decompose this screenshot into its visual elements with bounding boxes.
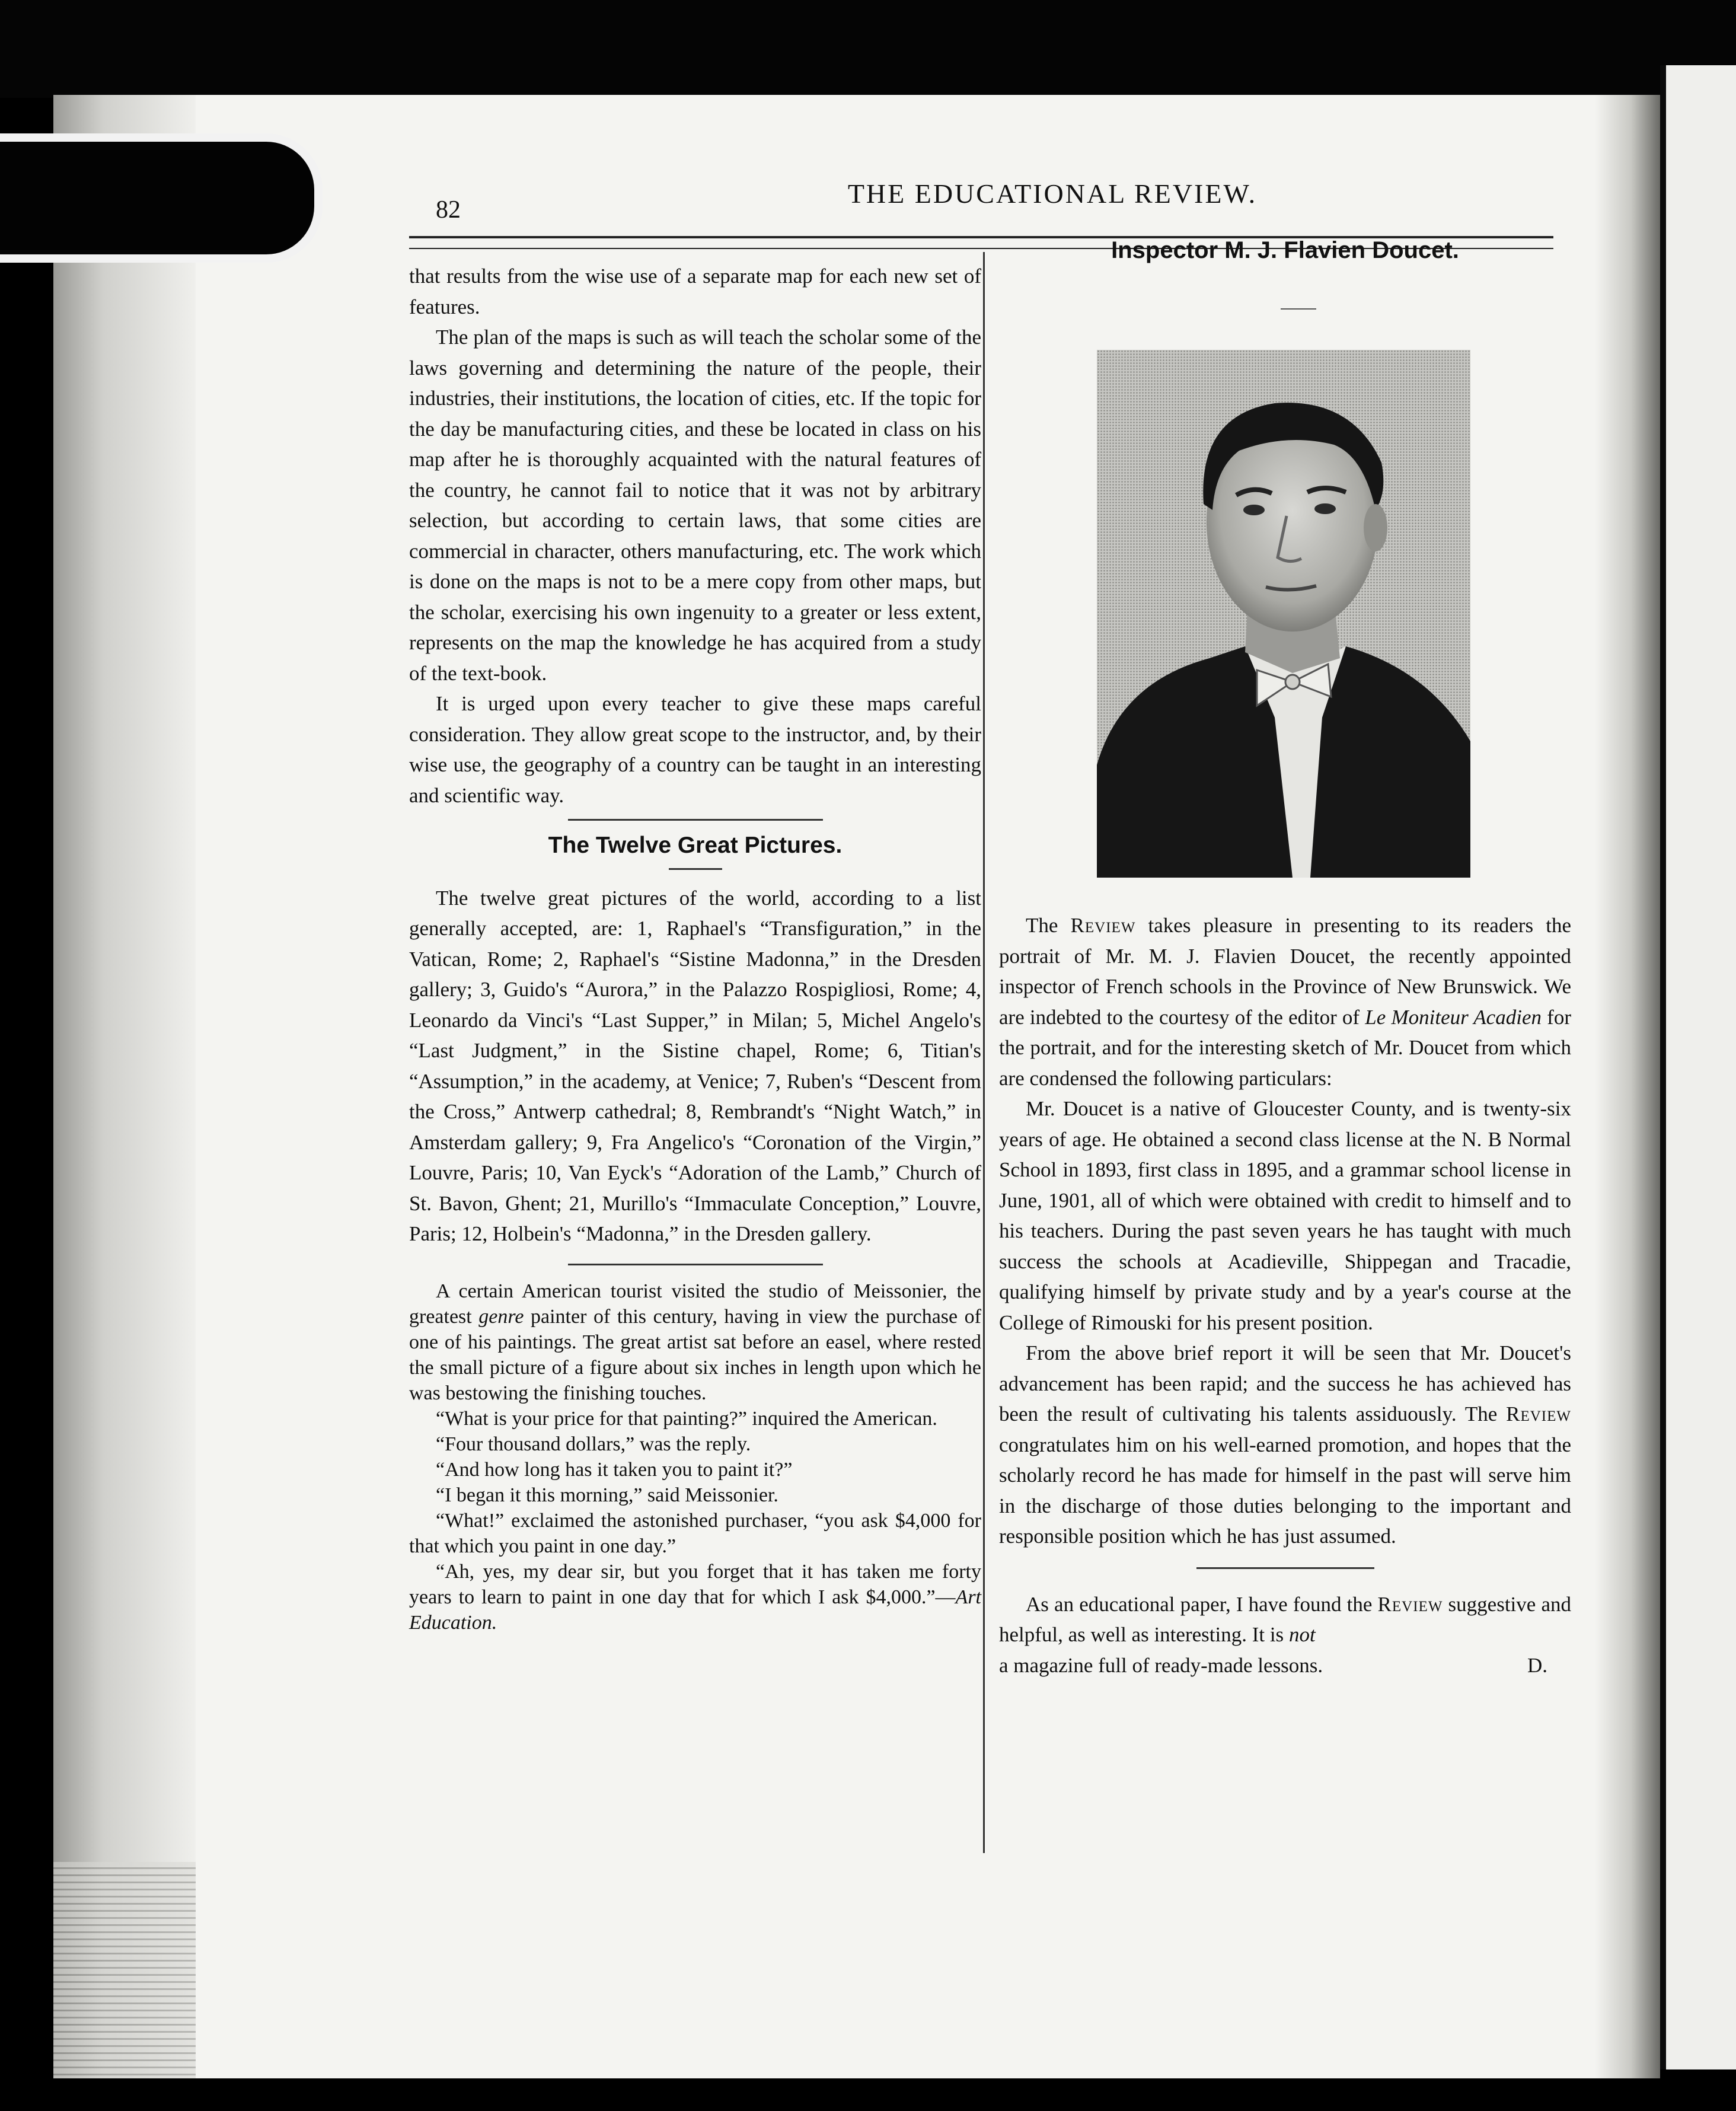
maps-paragraph-1: that results from the wise use of a separate map for each new set of features.: [409, 264, 981, 318]
page-stack-edges: [53, 1862, 196, 2078]
anecdote-line: “What!” exclaimed the astonished purchaser, “you ask $4,000 for that which you paint in one day.”: [409, 1509, 981, 1557]
signature: D.: [1527, 1653, 1547, 1677]
title-dash: [1281, 308, 1316, 310]
pictures-title: The Twelve Great Pictures.: [548, 833, 843, 858]
anecdote-line: “I began it this morning,” said Meissonier.: [436, 1484, 778, 1506]
section-divider: [568, 819, 823, 821]
binder-clip: [0, 133, 323, 263]
review-word: Review: [1070, 914, 1136, 937]
testimonial: As an educational paper, I have found the Review suggestive and helpful, as well as interesting. It is not: [999, 1592, 1571, 1646]
page-number: 82: [436, 196, 461, 224]
right-column: [999, 910, 1571, 1680]
anecdote-line: “Four thousand dollars,” was the reply.: [436, 1433, 751, 1455]
anecdote-source: Art Education.: [409, 1586, 981, 1634]
next-page-edge: [1660, 65, 1736, 2069]
section-divider: [1196, 1567, 1374, 1569]
section-divider: [568, 1264, 823, 1265]
testimonial-last-line: [999, 1650, 1571, 1681]
not-word: not: [1288, 1623, 1316, 1646]
review-word: Review: [1377, 1592, 1443, 1616]
anecdote-intro: A certain American tourist visited the studio of Meissonier, the greatest genre painter of this century, having in view the purchase of one of his paintings. The great artist sat before an easel, where rested the small picture of a figure about six inches in length upon which he was bestowing the finishing touches.: [409, 1280, 981, 1404]
maps-paragraph-2: The plan of the maps is such as will teach the scholar some of the laws governing and determining the nature of the people, their industries, their institutions, the location of cities, etc. If the topic for the day be manufacturing cities, and these be located in class on his map after he is thoroughly acquainted with the natural features of the country, he cannot fail to notice that it was not by arbitrary selection, but according to certain laws, that some cities are commercial in character, others manufacturing, etc. The work which is done on the maps is not to be a mere copy from other maps, but the scholar, exercising his own ingenuity to a greater or less extent, represents on the map the knowledge he has acquired from a study of the text-book.: [409, 326, 981, 685]
anecdote-block: [409, 1278, 981, 1635]
page-binding-shadow: [53, 95, 196, 2078]
left-column: [409, 261, 981, 1635]
doucet-paragraph-3: From the above brief report it will be seen that Mr. Doucet's advancement has been rapid; and the success he has achieved has been the result of cultivating his talents assiduously. The Review congratulates him on his well-earned promotion, and hopes that the scholarly record he has made for himself in the past will serve him in the discharge of those duties belonging to the important and responsible position which he has just assumed.: [999, 1341, 1571, 1548]
anecdote-last-line: “Ah, yes, my dear sir, but you forget that it has taken me forty years to learn to paint in one day that for which I ask $4,000.”—Art Education.: [409, 1560, 981, 1634]
testimonial-end: a magazine full of ready-made lessons.: [999, 1653, 1323, 1677]
title-underline: [669, 868, 722, 870]
moniteur-title: Le Moniteur Acadien: [1365, 1005, 1542, 1029]
anecdote-line: “What is your price for that painting?” inquired the American.: [436, 1407, 937, 1430]
scanner-frame-top: [0, 0, 1736, 98]
doucet-title: Inspector M. J. Flavien Doucet.: [1111, 237, 1459, 263]
page-fold-shadow: [1595, 95, 1660, 2078]
journal-title: THE EDUCATIONAL REVIEW.: [847, 178, 1258, 209]
portrait-figure: [1097, 350, 1470, 878]
pictures-paragraph: The twelve great pictures of the world, according to a list generally accepted, are: 1, Raphael's “Transfiguration,” in the Vatican, Rome; 2, Raphael's “Sistine Madonna,” in the Dresden gallery; 3, Guido's “Aurora,” in the Palazzo Rospigliosi, Rome; 4, Leonardo da Vinci's “Last Supper,” in Milan; 5, Michel Angelo's “Last Judgment,” in the Sistine chapel, Rome; 6, Titian's “Assumption,” in the academy, at Venice; 7, Ruben's “Descent from the Cross,” Antwerp cathedral; 8, Rembrandt's “Night Watch,” in Amsterdam gallery; 9, Fra Angelico's “Coronation of the Virgin,” Louvre, Paris; 10, Van Eyck's “Adoration of the Lamb,” Church of St. Bavon, Ghent; 21, Murillo's “Immaculate Conception,” Louvre, Paris; 12, Holbein's “Madonna,” in the Dresden gallery.: [409, 886, 981, 1245]
column-divider: [983, 252, 985, 1853]
review-word: Review: [1506, 1402, 1571, 1426]
anecdote-line: “And how long has it taken you to paint it?”: [436, 1458, 793, 1481]
maps-paragraph-3: It is urged upon every teacher to give these maps careful consideration. They allow great scope to the instructor, and, by their wise use, the geography of a country can be taught in an interesting and scientific way.: [409, 692, 981, 807]
doucet-paragraph-2: Mr. Doucet is a native of Gloucester County, and is twenty-six years of age. He obtained a second class license at the N. B Normal School in 1893, first class in 1895, and a grammar school license in June, 1901, all of which were obtained with credit to himself and to his teachers. During the past seven years he has taught with much success the schools at Acadieville, Shippegan and Tracadie, qualifying himself by private study and by a year's course at the College of Rimouski for his present position.: [999, 1097, 1571, 1334]
genre-word: genre: [478, 1305, 524, 1328]
doucet-paragraph-1: The Review takes pleasure in presenting to its readers the portrait of Mr. M. J. Flavien Doucet, the recently appointed inspector of French schools in the Province of New Brunswick. We are indebted to the courtesy of the editor of Le Moniteur Acadien for the portrait, and for the interesting sketch of Mr. Doucet from which are condensed the following particulars:: [999, 914, 1572, 1090]
portrait-photo: [1097, 350, 1470, 878]
